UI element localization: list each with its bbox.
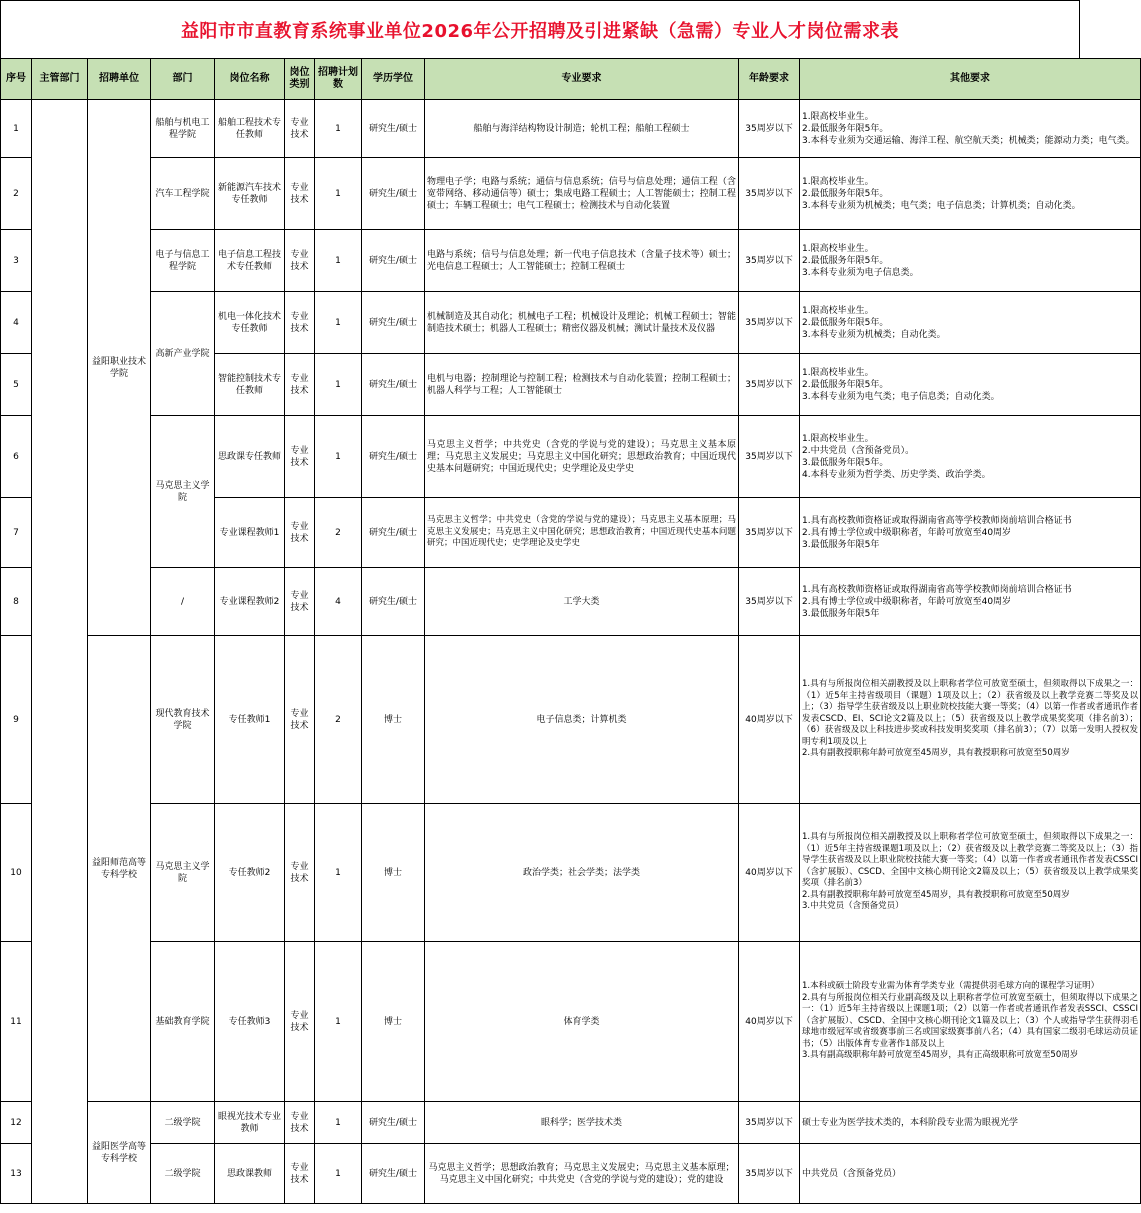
- cell-seq: 10: [1, 804, 32, 942]
- other-line: 中共党员（含预备党员）: [802, 1168, 902, 1179]
- cell-plan: 1: [315, 158, 362, 230]
- other-line: 1.具有高校教师资格证或取得湖南省高等学校教师岗前培训合格证书: [802, 584, 1072, 595]
- cell-edu: 研究生/硕士: [362, 292, 425, 354]
- cell-type: 专业技术: [285, 1144, 315, 1204]
- cell-age: 35周岁以下: [739, 292, 800, 354]
- cell-major: 眼科学；医学技术类: [425, 1102, 739, 1144]
- cell-plan: 2: [315, 498, 362, 568]
- recruitment-table: [0, 58, 1141, 1204]
- cell-post: 专任教师2: [215, 804, 285, 942]
- cell-plan: 1: [315, 100, 362, 158]
- cell-department: 电子与信息工程学院: [151, 230, 215, 292]
- cell-major: 物理电子学；电路与系统；通信与信息系统；信号与信息处理；通信工程（含宽带网络、移动通信等）硕士；集成电路工程硕士；人工智能硕士；控制工程硕士；车辆工程硕士；电气工程硕士；检测技术与自动化装置: [425, 158, 739, 230]
- cell-major: 马克思主义哲学；中共党史（含党的学说与党的建设）；马克思主义基本原理；马克思主义发展史；马克思主义中国化研究；思想政治教育；中国近现代史基本问题研究；中国近现代史；史学理论及史学史: [425, 416, 739, 498]
- cell-age: 40周岁以下: [739, 942, 800, 1102]
- cell-plan: 1: [315, 1102, 362, 1144]
- cell-other: [800, 416, 1141, 498]
- cell-plan: 1: [315, 942, 362, 1102]
- cell-age: 35周岁以下: [739, 230, 800, 292]
- table-row: [1, 1144, 1141, 1204]
- header-post-type: 岗位类别: [285, 59, 315, 100]
- cell-department: 现代教育技术学院: [151, 636, 215, 804]
- cell-department: 二级学院: [151, 1102, 215, 1144]
- cell-post: 眼视光技术专业教师: [215, 1102, 285, 1144]
- cell-dept-head: [32, 100, 88, 1204]
- cell-age: 40周岁以下: [739, 636, 800, 804]
- cell-edu: 研究生/硕士: [362, 354, 425, 416]
- cell-age: 35周岁以下: [739, 498, 800, 568]
- cell-post: 智能控制技术专任教师: [215, 354, 285, 416]
- cell-department: 汽车工程学院: [151, 158, 215, 230]
- header-plan: 招聘计划数: [315, 59, 362, 100]
- cell-plan: 2: [315, 636, 362, 804]
- cell-edu: 研究生/硕士: [362, 1144, 425, 1204]
- header-post-name: 岗位名称: [215, 59, 285, 100]
- other-line: 1.限高校毕业生。: [802, 367, 874, 378]
- cell-department: /: [151, 568, 215, 636]
- cell-post: 思政课教师: [215, 1144, 285, 1204]
- other-line: 2.最低服务年限5年。: [802, 379, 889, 390]
- cell-major: 政治学类；社会学类；法学类: [425, 804, 739, 942]
- cell-department: 马克思主义学院: [151, 416, 215, 568]
- cell-edu: 研究生/硕士: [362, 100, 425, 158]
- cell-seq: 3: [1, 230, 32, 292]
- cell-major: 电子信息类；计算机类: [425, 636, 739, 804]
- cell-major: 体育学类: [425, 942, 739, 1102]
- other-line: 2.具有与所报岗位相关行业副高级及以上职称者学位可放宽至硕士，但须取得以下成果之一：（1）近5年主持省级以上课题1项；（2）以第一作者或者通讯作者发表SSCI、CSSCI（含扩展版）、CSCD、全国中文核心期刊论文1篇及以上；（3）个人或指导学生获得羽毛球地市级冠军或省级赛事前三名或国家级赛事前八名；（4）具有国家二级羽毛球运动员证书；（5）出版体育专业著作1部及以上: [802, 992, 1138, 1049]
- cell-type: 专业技术: [285, 158, 315, 230]
- cell-post: 专任教师3: [215, 942, 285, 1102]
- cell-department: 基础教育学院: [151, 942, 215, 1102]
- cell-edu: 博士: [362, 804, 425, 942]
- other-line: 1.限高校毕业生。: [802, 111, 874, 122]
- other-line: 3.本科专业须为电气类；电子信息类；自动化类。: [802, 391, 1000, 402]
- cell-other: [800, 1144, 1141, 1204]
- header-department: 部门: [151, 59, 215, 100]
- table-row: [1, 942, 1141, 1102]
- header-dept-head: 主管部门: [32, 59, 88, 100]
- cell-type: 专业技术: [285, 636, 315, 804]
- cell-age: 35周岁以下: [739, 1144, 800, 1204]
- cell-post: 船舶工程技术专任教师: [215, 100, 285, 158]
- cell-post: 专业课程教师1: [215, 498, 285, 568]
- page-title-bar: [0, 0, 1080, 58]
- cell-department: 船舶与机电工程学院: [151, 100, 215, 158]
- cell-other: [800, 354, 1141, 416]
- cell-edu: 博士: [362, 636, 425, 804]
- other-line: 3.最低服务年限5年。: [802, 457, 889, 468]
- cell-plan: 1: [315, 230, 362, 292]
- cell-post: 专任教师1: [215, 636, 285, 804]
- cell-post: 新能源汽车技术专任教师: [215, 158, 285, 230]
- table-row: [1, 158, 1141, 230]
- header-unit: 招聘单位: [88, 59, 151, 100]
- cell-type: 专业技术: [285, 354, 315, 416]
- other-line: 2.最低服务年限5年。: [802, 188, 889, 199]
- cell-type: 专业技术: [285, 804, 315, 942]
- other-line: 2.具有副教授职称年龄可放宽至45周岁，具有教授职称可放宽至50周岁: [802, 748, 1070, 759]
- cell-age: 35周岁以下: [739, 568, 800, 636]
- cell-other: [800, 568, 1141, 636]
- cell-type: 专业技术: [285, 498, 315, 568]
- cell-other: [800, 636, 1141, 804]
- cell-department: 高新产业学院: [151, 292, 215, 416]
- cell-edu: 研究生/硕士: [362, 498, 425, 568]
- other-line: 3.中共党员（含预备党员）: [802, 901, 904, 912]
- table-row: [1, 230, 1141, 292]
- cell-age: 35周岁以下: [739, 100, 800, 158]
- cell-post: 专业课程教师2: [215, 568, 285, 636]
- cell-post: 电子信息工程技术专任教师: [215, 230, 285, 292]
- table-row: [1, 568, 1141, 636]
- page-title: 益阳市市直教育系统事业单位2026年公开招聘及引进紧缺（急需）专业人才岗位需求表: [180, 20, 900, 42]
- header-other: 其他要求: [800, 59, 1141, 100]
- other-line: 4.本科专业须为哲学类、历史学类、政治学类。: [802, 469, 991, 480]
- cell-major: 马克思主义哲学；思想政治教育；马克思主义发展史；马克思主义基本原理；马克思主义中国化研究；中共党史（含党的学说与党的建设）；党的建设: [425, 1144, 739, 1204]
- other-line: 1.具有与所报岗位相关副教授及以上职称者学位可放宽至硕士，但须取得以下成果之一：（1）近5年主持省级项目（课题）1项及以上；（2）获省级及以上教学竞赛二等奖及以上；（3）指导学生获省级及以上职业院校技能大赛一等奖；（4）以第一作者或者通讯作者发表CSCD、EI、SCI论文2篇及以上；（5）获省级及以上教学成果奖奖项（排名前3）；（6）获省级及以上科技进步奖或科技发明奖奖项（排名前3）；（7）以第一发明人授权发明专利1项及以上: [802, 679, 1138, 747]
- cell-unit: 益阳职业技术学院: [88, 100, 151, 636]
- other-line: 3.最低服务年限5年: [802, 608, 880, 619]
- cell-seq: 7: [1, 498, 32, 568]
- other-line: 3.本科专业须为机械类；自动化类。: [802, 329, 946, 340]
- cell-plan: 1: [315, 354, 362, 416]
- header-education: 学历学位: [362, 59, 425, 100]
- cell-seq: 9: [1, 636, 32, 804]
- cell-plan: 4: [315, 568, 362, 636]
- cell-other: [800, 498, 1141, 568]
- cell-type: 专业技术: [285, 568, 315, 636]
- other-line: 硕士专业为医学技术类的，本科阶段专业需为眼视光学: [802, 1117, 1019, 1128]
- other-line: 1.具有与所报岗位相关副教授及以上职称者学位可放宽至硕士，但须取得以下成果之一：（1）近5年主持省级课题1项及以上；（2）获省级及以上教学竞赛二等奖及以上；（3）指导学生获省级及以上职业院校技能大赛一等奖；（4）以第一作者或者通讯作者发表CSSCI（含扩展版）、CSCD、全国中文核心期刊论文2篇及以上；（5）获省级及以上教学成果奖奖项（排名前3）: [802, 832, 1138, 889]
- cell-age: 35周岁以下: [739, 354, 800, 416]
- other-line: 2.最低服务年限5年。: [802, 317, 889, 328]
- header-age: 年龄要求: [739, 59, 800, 100]
- table-row: [1, 416, 1141, 498]
- other-line: 2.最低服务年限5年。: [802, 123, 889, 134]
- cell-edu: 研究生/硕士: [362, 230, 425, 292]
- other-line: 2.最低服务年限5年。: [802, 255, 889, 266]
- other-line: 3.本科专业须为机械类；电气类；电子信息类；计算机类；自动化类。: [802, 200, 1081, 211]
- cell-edu: 博士: [362, 942, 425, 1102]
- other-line: 1.限高校毕业生。: [802, 243, 874, 254]
- cell-major: 工学大类: [425, 568, 739, 636]
- cell-unit: 益阳师范高等专科学校: [88, 636, 151, 1102]
- cell-other: [800, 100, 1141, 158]
- cell-seq: 13: [1, 1144, 32, 1204]
- cell-major: 电路与系统；信号与信息处理；新一代电子信息技术（含量子技术等）硕士；光电信息工程硕士；人工智能硕士；控制工程硕士: [425, 230, 739, 292]
- other-line: 2.具有博士学位或中级职称者，年龄可放宽至40周岁: [802, 596, 1012, 607]
- cell-other: [800, 158, 1141, 230]
- other-line: 2.具有副教授职称年龄可放宽至45周岁，具有教授职称可放宽至50周岁: [802, 889, 1070, 900]
- table-row: [1, 636, 1141, 804]
- other-line: 3.具有副高级职称年龄可放宽至45周岁，具有正高级职称可放宽至50周岁: [802, 1050, 1079, 1061]
- cell-seq: 1: [1, 100, 32, 158]
- other-line: 3.本科专业须为交通运输、海洋工程、航空航天类；机械类；能源动力类；电气类。: [802, 135, 1135, 146]
- cell-type: 专业技术: [285, 292, 315, 354]
- other-line: 2.具有博士学位或中级职称者，年龄可放宽至40周岁: [802, 527, 1012, 538]
- cell-type: 专业技术: [285, 100, 315, 158]
- other-line: 3.本科专业须为电子信息类。: [802, 267, 919, 278]
- cell-other: [800, 942, 1141, 1102]
- cell-type: 专业技术: [285, 416, 315, 498]
- cell-seq: 6: [1, 416, 32, 498]
- other-line: 1.限高校毕业生。: [802, 305, 874, 316]
- cell-type: 专业技术: [285, 230, 315, 292]
- cell-major: 机械制造及其自动化；机械电子工程；机械设计及理论；机械工程硕士；智能制造技术硕士；机器人工程硕士；精密仪器及机械；测试计量技术及仪器: [425, 292, 739, 354]
- cell-age: 35周岁以下: [739, 416, 800, 498]
- cell-age: 35周岁以下: [739, 158, 800, 230]
- cell-post: 机电一体化技术专任教师: [215, 292, 285, 354]
- other-line: 1.本科或硕士阶段专业需为体育学类专业（需提供羽毛球方向的课程学习证明）: [802, 981, 1100, 992]
- table-row: [1, 100, 1141, 158]
- cell-seq: 8: [1, 568, 32, 636]
- cell-plan: 1: [315, 416, 362, 498]
- cell-age: 40周岁以下: [739, 804, 800, 942]
- cell-department: 二级学院: [151, 1144, 215, 1204]
- cell-seq: 4: [1, 292, 32, 354]
- cell-plan: 1: [315, 804, 362, 942]
- other-line: 1.限高校毕业生。: [802, 433, 874, 444]
- table-row: [1, 804, 1141, 942]
- cell-seq: 11: [1, 942, 32, 1102]
- cell-major: 马克思主义哲学；中共党史（含党的学说与党的建设）；马克思主义基本原理；马克思主义发展史；马克思主义中国化研究；思想政治教育；中国近现代史基本问题研究；中国近现代史；史学理论及史学史: [425, 498, 739, 568]
- table-row: [1, 292, 1141, 354]
- table-row: [1, 1102, 1141, 1144]
- cell-plan: 1: [315, 292, 362, 354]
- other-line: 3.最低服务年限5年: [802, 539, 880, 550]
- cell-type: 专业技术: [285, 1102, 315, 1144]
- cell-seq: 12: [1, 1102, 32, 1144]
- header-major: 专业要求: [425, 59, 739, 100]
- cell-other: [800, 1102, 1141, 1144]
- other-line: 1.限高校毕业生。: [802, 176, 874, 187]
- cell-edu: 研究生/硕士: [362, 1102, 425, 1144]
- cell-age: 35周岁以下: [739, 1102, 800, 1144]
- header-seq: 序号: [1, 59, 32, 100]
- cell-edu: 研究生/硕士: [362, 158, 425, 230]
- cell-other: [800, 292, 1141, 354]
- cell-other: [800, 804, 1141, 942]
- cell-other: [800, 230, 1141, 292]
- cell-unit: 益阳医学高等专科学校: [88, 1102, 151, 1204]
- cell-type: 专业技术: [285, 942, 315, 1102]
- cell-edu: 研究生/硕士: [362, 416, 425, 498]
- other-line: 1.具有高校教师资格证或取得湖南省高等学校教师岗前培训合格证书: [802, 515, 1072, 526]
- cell-seq: 2: [1, 158, 32, 230]
- cell-seq: 5: [1, 354, 32, 416]
- cell-department: 马克思主义学院: [151, 804, 215, 942]
- cell-major: 电机与电器；控制理论与控制工程；检测技术与自动化装置；控制工程硕士；机器人科学与工程；人工智能硕士: [425, 354, 739, 416]
- cell-post: 思政课专任教师: [215, 416, 285, 498]
- cell-major: 船舶与海洋结构物设计制造；轮机工程；船舶工程硕士: [425, 100, 739, 158]
- cell-edu: 研究生/硕士: [362, 568, 425, 636]
- cell-plan: 1: [315, 1144, 362, 1204]
- other-line: 2.中共党员（含预备党员）。: [802, 445, 915, 456]
- header-row: [1, 59, 1141, 100]
